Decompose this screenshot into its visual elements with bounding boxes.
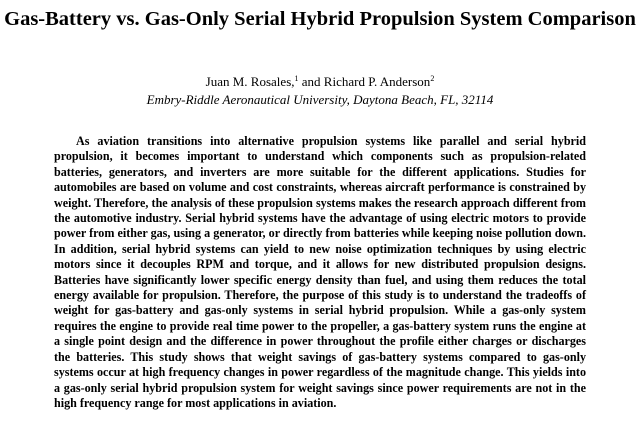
paper-title: Gas-Battery vs. Gas-Only Serial Hybrid Propulsion System Comparison (4, 8, 636, 30)
author-name: Juan M. Rosales, (205, 74, 295, 89)
abstract-text: As aviation transitions into alternative propulsion systems like parallel and serial hybrid propulsion, it becomes important to understand which components such as propulsion-related batteries, generators, and inverters are more suitable for the different applications. Studies for automobiles are based on volume and cost constraints, whereas aircraft performance is constrained by weight. Therefore, the analysis of these propulsion systems makes the research approach different from the automotive industry. Serial hybrid systems have the advantage of using electric motors to provide power from either gas, using a generator, or directly from batteries while keeping noise pollution down. In addition, serial hybrid systems can yield to new noise optimization techniques by using electric motors since it decouples RPM and torque, and it allows for new distributed propulsion designs. Batteries have significantly lower specific energy density than fuel, and using them reduces the total energy available for propulsion. Therefore, the purpose of this study is to understand the tradeoffs of weight for gas-battery and gas-only systems in serial hybrid propulsion. While a gas-only system requires the engine to provide real time power to the propeller, a gas-battery system runs the engine at a single point design and the difference in power throughout the profile either charges or discharges the batteries. This study shows that weight savings of gas-battery systems compared to gas-only systems occur at high frequency changes in power regardless of the magnitude change. This yields into a gas-only serial hybrid propulsion system for weight savings since power requirements are not in the high frequency range for most applications in aviation. (54, 134, 586, 410)
author-separator: and Richard P. Anderson (298, 74, 431, 89)
author-line (0, 74, 640, 90)
affiliation-mark: 1 (294, 74, 299, 83)
affiliation-mark: 2 (430, 74, 435, 83)
affiliation: Embry-Riddle Aeronautical University, Daytona Beach, FL, 32114 (146, 92, 494, 107)
